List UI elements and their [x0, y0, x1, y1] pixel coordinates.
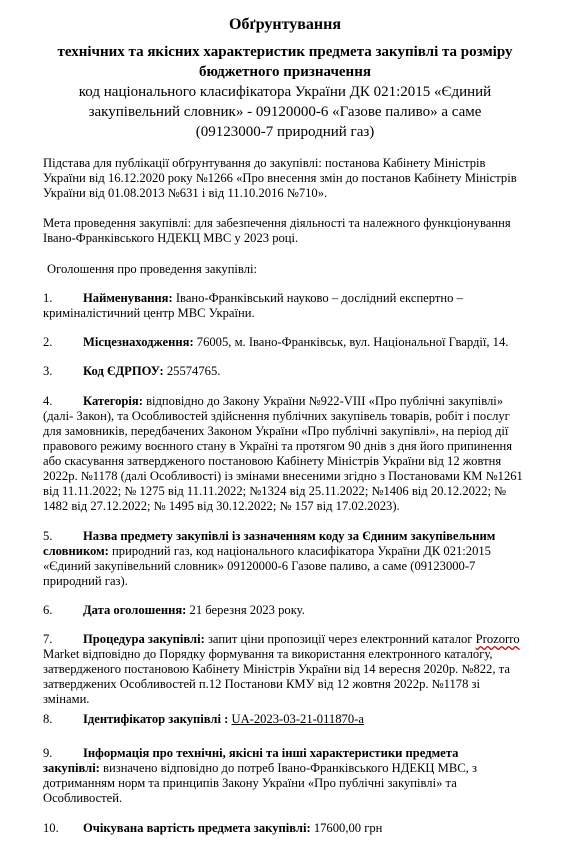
item-5-line-3: «Єдиний закупівельний словник» 09120000-6 Газове паливо, а саме (09123000-7	[43, 559, 476, 573]
item-7-line-4: затверджених Особливостей п.12 Постанови КМУ від 12 жовтня 2022р. №1178 зі	[43, 677, 481, 691]
subtitle-line-2: бюджетного призначення	[199, 64, 371, 80]
item-1	[83, 291, 463, 306]
classifier-code-line-2: закупівельний словник» - 09120000-6 «Газове паливо» а саме	[88, 104, 482, 120]
item-3	[83, 364, 220, 379]
item-1-number: 1.	[43, 291, 53, 305]
item-10	[83, 821, 382, 836]
item-4-label: Категорія:	[83, 394, 147, 408]
item-3-value: 25574765.	[166, 364, 221, 378]
subtitle-line-1: технічних та якісних характеристик предмета закупівлі та розміру	[57, 44, 513, 60]
procurement-id-link[interactable]: UA-2023-03-21-011870-a	[231, 712, 364, 726]
item-10-value: 17600,00 грн	[313, 821, 383, 835]
item-5-label: Назва предмету закупівлі із зазначенням коду за Єдиним закупівельним	[83, 529, 496, 543]
item-9-line-2	[43, 761, 477, 776]
item-5-line-2-label: словником:	[43, 544, 113, 558]
item-6-value: 21 березня 2023 року.	[189, 603, 305, 617]
item-1-continuation: криміналістичний центр МВС України.	[43, 306, 255, 320]
item-9-line-2-label: закупівлі:	[43, 761, 104, 775]
item-5-line-2	[43, 544, 491, 559]
item-4-line-1: відповідно до Закону України №922-VIII «Про публічні закупівлі»	[146, 394, 504, 408]
item-4-line-7: від 11.11.2022; № 1275 від 11.11.2022; №1324 від 25.11.2022; №1406 від 20.12.2022; №	[43, 484, 507, 498]
item-7-line-1: запит ціни пропозиції через електронний каталог	[207, 632, 476, 646]
item-4-number: 4.	[43, 394, 53, 408]
item-9-line-3: дотриманням норм та принципів Закону України «Про публічні закупівлі» та	[43, 776, 457, 790]
classifier-code-line-3: (09123000-7 природний газ)	[195, 124, 375, 140]
item-7-label: Процедура закупівлі:	[83, 632, 208, 646]
basis-line-2: України від 16.12.2020 року №1266 «Про внесення змін до постанов Кабінету Міністрів	[43, 171, 517, 185]
item-2-number: 2.	[43, 335, 53, 349]
item-4-line-6: 2022р. №1178 (далі Особливості) із змінами внесеними згідно з Постановами КМ №1261	[43, 469, 523, 483]
item-7-prozorro-word: Prozorro	[475, 632, 520, 646]
item-9-number: 9.	[43, 746, 53, 760]
basis-line-3: України від 01.08.2013 №631 і від 11.10.2016 №710».	[43, 186, 328, 200]
item-7	[83, 632, 520, 647]
item-1-value: Івано-Франківський науково – дослідний експертно –	[175, 291, 463, 305]
item-9-label: Інформація про технічні, якісні та інші характеристики предмета	[83, 746, 459, 760]
announcement-heading: Оголошення про проведення закупівлі:	[47, 262, 257, 276]
item-4-line-2: (далі- Закон), та Особливостей здійснення публічних закупівель товарів, робіт і послуг	[43, 409, 510, 423]
item-2	[83, 335, 508, 350]
item-7-line-3: затвердженого постановою Кабінету Міністрів України від 14 вересня 2020р. №822, та	[43, 662, 510, 676]
item-5-number: 5.	[43, 529, 53, 543]
item-6	[83, 603, 305, 618]
item-9-line-2-value: визначено відповідно до потреб Івано-Франківського НДЕКЦ МВС, з	[103, 761, 477, 775]
purpose-line-2: Івано-Франківського НДЕКЦ МВС у 2023 році.	[43, 231, 299, 245]
item-4-line-3: для замовників, передбачених Законом України «Про публічні закупівлі», на період дії	[43, 424, 509, 438]
item-1-label: Найменування:	[83, 291, 176, 305]
item-4-line-8: 1482 від 27.12.2022; № 1495 від 30.12.2022; № 157 від 17.02.2023).	[43, 499, 400, 513]
document-title: Обґрунтування	[229, 16, 341, 33]
item-2-value: 76005, м. Івано-Франківськ, вул. Національної Гвардії, 14.	[196, 335, 509, 349]
item-4-line-4: правового режиму воєнного стану в Україні та протягом 90 днів з дня його припинення	[43, 439, 513, 453]
item-7-line-2: Market відповідно до Порядку формування та використання електронного каталогу,	[43, 647, 493, 661]
item-2-label: Місцезнаходження:	[83, 335, 197, 349]
item-7-line-5: змінами.	[43, 692, 90, 706]
basis-line-1: Підстава для публікації обґрунтування до закупівлі: постанова Кабінету Міністрів	[43, 156, 486, 170]
item-4-line-5: або скасування затвердженого постановою Кабінету Міністрів України від 12 жовтня	[43, 454, 502, 468]
item-7-number: 7.	[43, 632, 53, 646]
item-4	[83, 394, 503, 409]
item-6-label: Дата оголошення:	[83, 603, 190, 617]
item-8	[83, 712, 364, 727]
item-9-line-4: Особливостей.	[43, 791, 123, 805]
item-3-number: 3.	[43, 364, 53, 378]
item-5-line-2-value: природний газ, код національного класифікатора України ДК 021:2015	[112, 544, 491, 558]
item-10-label: Очікувана вартість предмета закупівлі:	[83, 821, 314, 835]
item-8-number: 8.	[43, 712, 53, 726]
item-6-number: 6.	[43, 603, 53, 617]
purpose-line-1: Мета проведення закупівлі: для забезпечення діяльності та належного функціонування	[43, 216, 511, 230]
item-10-number: 10.	[43, 821, 59, 835]
item-8-label: Ідентифікатор закупівлі :	[83, 712, 232, 726]
item-5-line-4: природний газ).	[43, 574, 128, 588]
item-3-label: Код ЄДРПОУ:	[83, 364, 167, 378]
classifier-code-line-1: код національного класифікатора України ДК 021:2015 «Єдиний	[78, 84, 492, 100]
